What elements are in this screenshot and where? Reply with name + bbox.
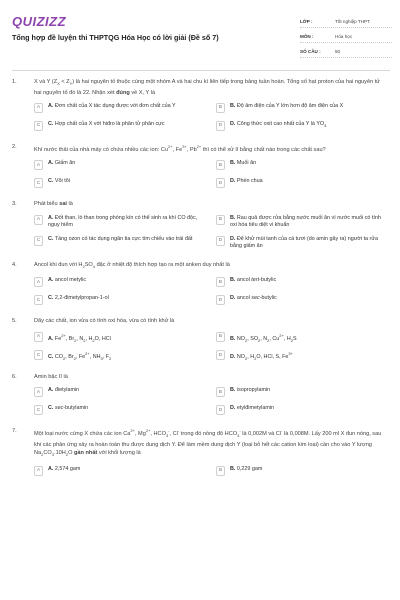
meta-box bbox=[300, 15, 392, 60]
option-letter-badge: B bbox=[216, 332, 225, 342]
question-text: Phát biểu sai là bbox=[34, 201, 73, 208]
option-text: A. Giấm ăn bbox=[48, 160, 76, 167]
option-text: B. $NO_2$, $SO_2$, $N_2$, $Cu^{2+}$, $H_2S$ bbox=[230, 332, 297, 343]
question-text: Một loại nước cứng X chứa các ion $Ca^{2+}$, $Mg^{2+}$, $HCO_3^-$, Cl- trong đó nồng độ $HCO_3^-$ là 0,002M và Cl- là 0,008M. Lấy 200 ml X đun nóng, sau khi các phản ứng xảy ra hoàn toàn thu được dung dịch Y. Để làm mềm dung dịch Y (loại bỏ hết các cation kim loại) cần cho vào Y lượng $Na_2CO_3.10H_2O$ gần nhất với khối lượng là bbox=[34, 428, 382, 458]
question-header bbox=[12, 427, 392, 459]
answer-option-b[interactable] bbox=[216, 214, 386, 230]
answer-option-a[interactable] bbox=[34, 331, 204, 344]
option-letter-badge: B bbox=[216, 160, 225, 170]
option-letter-badge: D bbox=[216, 178, 225, 188]
page-header bbox=[0, 0, 400, 64]
meta-value-subject: Hóa học bbox=[335, 33, 353, 39]
question-text: Khí nước thải của nhà máy có chứa nhiều các ion: $Cu^{2+}$, $Fe^{3+}$, $Pb^{2+}$ thì có thể xử lí bằng chất nào trong các chất sau? bbox=[34, 143, 326, 153]
option-letter-badge: C bbox=[34, 178, 43, 188]
meta-row-count bbox=[300, 45, 392, 58]
option-letter-badge: C bbox=[34, 236, 43, 246]
question-header bbox=[12, 78, 392, 97]
question-7 bbox=[12, 427, 392, 477]
answer-options bbox=[34, 386, 392, 417]
question-3 bbox=[12, 200, 392, 251]
option-text: C. sec-butylamin bbox=[48, 405, 89, 412]
quizizz-logo: QUIZIZZ bbox=[12, 14, 67, 29]
answer-options bbox=[34, 465, 392, 478]
question-4 bbox=[12, 261, 392, 308]
option-text: B. ancol tert-butylic bbox=[230, 277, 277, 284]
answer-option-c[interactable] bbox=[34, 404, 204, 417]
option-text: C. Tầng ozon có tác dụng ngăn tia cực tím chiếu vào trái đất bbox=[48, 235, 193, 242]
question-header bbox=[12, 261, 392, 272]
option-text: B. Rau quả được rửa bằng nước muối ăn vì nước muối có tính oxi hóa tiêu diệt vi khuẩn bbox=[230, 214, 381, 229]
question-header bbox=[12, 373, 392, 381]
meta-row-subject bbox=[300, 30, 392, 43]
answer-option-d[interactable] bbox=[216, 294, 386, 307]
option-text: D. Phèn chua bbox=[230, 178, 263, 185]
meta-label-class: LỚP : bbox=[300, 18, 313, 24]
answer-option-d[interactable] bbox=[216, 120, 386, 133]
answer-option-a[interactable] bbox=[34, 159, 204, 172]
answer-option-c[interactable] bbox=[34, 120, 204, 133]
answer-option-d[interactable] bbox=[216, 404, 386, 417]
option-letter-badge: A bbox=[34, 332, 43, 342]
question-text: X và Y $(Z_X < Z_Y)$ là hai nguyên tố thuộc cùng một nhóm A và hai chu kì liên tiếp trong bảng tuần hoàn. Tổng số hạt proton của hai nguyên tử hai nguyên tố đó là 22. Nhận xét đúng về X, Y là bbox=[34, 79, 381, 96]
answer-option-b[interactable] bbox=[216, 159, 386, 172]
option-text: B. 0,229 gam bbox=[230, 465, 263, 472]
answer-option-d[interactable] bbox=[216, 235, 386, 251]
option-letter-badge: C bbox=[34, 121, 43, 131]
option-text: B. Muối ăn bbox=[230, 160, 257, 167]
option-text: B. isopropylamin bbox=[230, 387, 271, 394]
answer-option-a[interactable] bbox=[34, 276, 204, 289]
option-letter-badge: B bbox=[216, 277, 225, 287]
option-text: A. $Fe^{2+}$, $Br_2$, $N_2$, $H_2O$, HCl bbox=[48, 332, 111, 343]
answer-option-b[interactable] bbox=[216, 386, 386, 399]
question-number: 5. bbox=[12, 318, 17, 325]
option-text: D. etylđimetylamin bbox=[230, 405, 275, 412]
option-text: C. 2,2-đimetylpropan-1-ol bbox=[48, 295, 109, 302]
meta-value-count: 50 bbox=[335, 48, 341, 54]
answer-option-c[interactable] bbox=[34, 349, 204, 362]
question-6 bbox=[12, 373, 392, 417]
option-letter-badge: B bbox=[216, 215, 225, 225]
option-letter-badge: B bbox=[216, 103, 225, 113]
question-1 bbox=[12, 78, 392, 133]
question-number: 7. bbox=[12, 428, 17, 435]
option-letter-badge: C bbox=[34, 350, 43, 360]
question-text: Amin bậc II là bbox=[34, 373, 68, 380]
document-title: Tổng hợp đề luyện thi THPTQG Hóa Học có lời giải (Đề số 7) bbox=[12, 33, 219, 42]
question-number: 3. bbox=[12, 201, 17, 208]
answer-option-a[interactable] bbox=[34, 465, 204, 478]
option-text: D. Công thức oxit cao nhất của Y là $YO_3$ bbox=[230, 120, 327, 128]
question-text: Dãy các chất, ion vừa có tính oxi hóa, vừa có tính khử là bbox=[34, 318, 175, 325]
option-text: C. $CO_2$, $Br_2$, $Fe^{2+}$, $NH_3$, $F_2$ bbox=[48, 351, 112, 362]
option-letter-badge: D bbox=[216, 350, 225, 360]
question-number: 1. bbox=[12, 79, 17, 85]
option-text: A. ancol metylic bbox=[48, 277, 87, 284]
answer-option-d[interactable] bbox=[216, 349, 386, 362]
meta-row-class bbox=[300, 15, 392, 28]
option-text: C. Vôi tôi bbox=[48, 178, 70, 185]
option-text: D. Để khử mùi tanh của cá tươi (do amin gây ra) người ta rửa bằng giấm ăn bbox=[230, 235, 378, 250]
answer-option-a[interactable] bbox=[34, 386, 204, 399]
answer-option-c[interactable] bbox=[34, 294, 204, 307]
question-number: 2. bbox=[12, 143, 17, 150]
option-letter-badge: C bbox=[34, 295, 43, 305]
meta-label-subject: MÔN : bbox=[300, 33, 314, 39]
option-letter-badge: A bbox=[34, 277, 43, 287]
option-letter-badge: D bbox=[216, 121, 225, 131]
question-header bbox=[12, 317, 392, 325]
option-letter-badge: A bbox=[34, 387, 43, 397]
header-divider bbox=[12, 70, 390, 71]
option-letter-badge: B bbox=[216, 387, 225, 397]
option-letter-badge: D bbox=[216, 295, 225, 305]
answer-option-a[interactable] bbox=[34, 214, 204, 230]
answer-options bbox=[34, 331, 392, 363]
option-text: A. 2,574 gam bbox=[48, 465, 81, 472]
answer-option-b[interactable] bbox=[216, 331, 386, 344]
option-letter-badge: A bbox=[34, 160, 43, 170]
option-letter-badge: D bbox=[216, 405, 225, 415]
question-number: 4. bbox=[12, 261, 17, 268]
answer-option-b[interactable] bbox=[216, 465, 386, 478]
option-text: A. đietylamin bbox=[48, 387, 80, 394]
question-header bbox=[12, 143, 392, 154]
option-text: D. $NO_2$, $H_2O$, HCl, S, $Fe^{3+}$ bbox=[230, 351, 293, 362]
question-list bbox=[12, 78, 392, 488]
answer-options bbox=[34, 214, 392, 251]
option-letter-badge: C bbox=[34, 405, 43, 415]
option-letter-badge: A bbox=[34, 215, 43, 225]
meta-label-count: SỐ CÂU : bbox=[300, 48, 321, 54]
option-letter-badge: B bbox=[216, 466, 225, 476]
question-5 bbox=[12, 317, 392, 362]
option-text: A. Đơn chất của X tác dụng được với đơn chất của Y bbox=[48, 102, 176, 109]
option-text: C. Hợp chất của X với hiđro là phân tử phân cực bbox=[48, 120, 165, 127]
answer-option-d[interactable] bbox=[216, 177, 386, 190]
answer-options bbox=[34, 276, 392, 307]
question-number: 6. bbox=[12, 373, 17, 380]
question-text: Ancol khi đun với $H_2SO_4$ đặc ở nhiệt độ thích hợp tạo ra một anken duy nhất là bbox=[34, 261, 230, 270]
option-text: B. Độ âm điện của Y lớn hơn độ âm điện của X bbox=[230, 102, 344, 109]
answer-options bbox=[34, 159, 392, 190]
answer-option-a[interactable] bbox=[34, 102, 204, 115]
question-2 bbox=[12, 143, 392, 190]
option-letter-badge: A bbox=[34, 466, 43, 476]
answer-option-c[interactable] bbox=[34, 235, 204, 251]
question-header bbox=[12, 200, 392, 208]
answer-option-c[interactable] bbox=[34, 177, 204, 190]
option-letter-badge: D bbox=[216, 236, 225, 246]
answer-option-b[interactable] bbox=[216, 276, 386, 289]
option-text: D. ancol sec-butylic bbox=[230, 295, 277, 302]
answer-option-b[interactable] bbox=[216, 102, 386, 115]
answer-options bbox=[34, 102, 392, 133]
meta-value-class: Tốt nghiệp THPT bbox=[335, 18, 370, 24]
option-letter-badge: A bbox=[34, 103, 43, 113]
option-text: A. Đốt than, lò than trong phòng kín có thể sinh ra khí CO độc, nguy hiểm bbox=[48, 214, 198, 229]
